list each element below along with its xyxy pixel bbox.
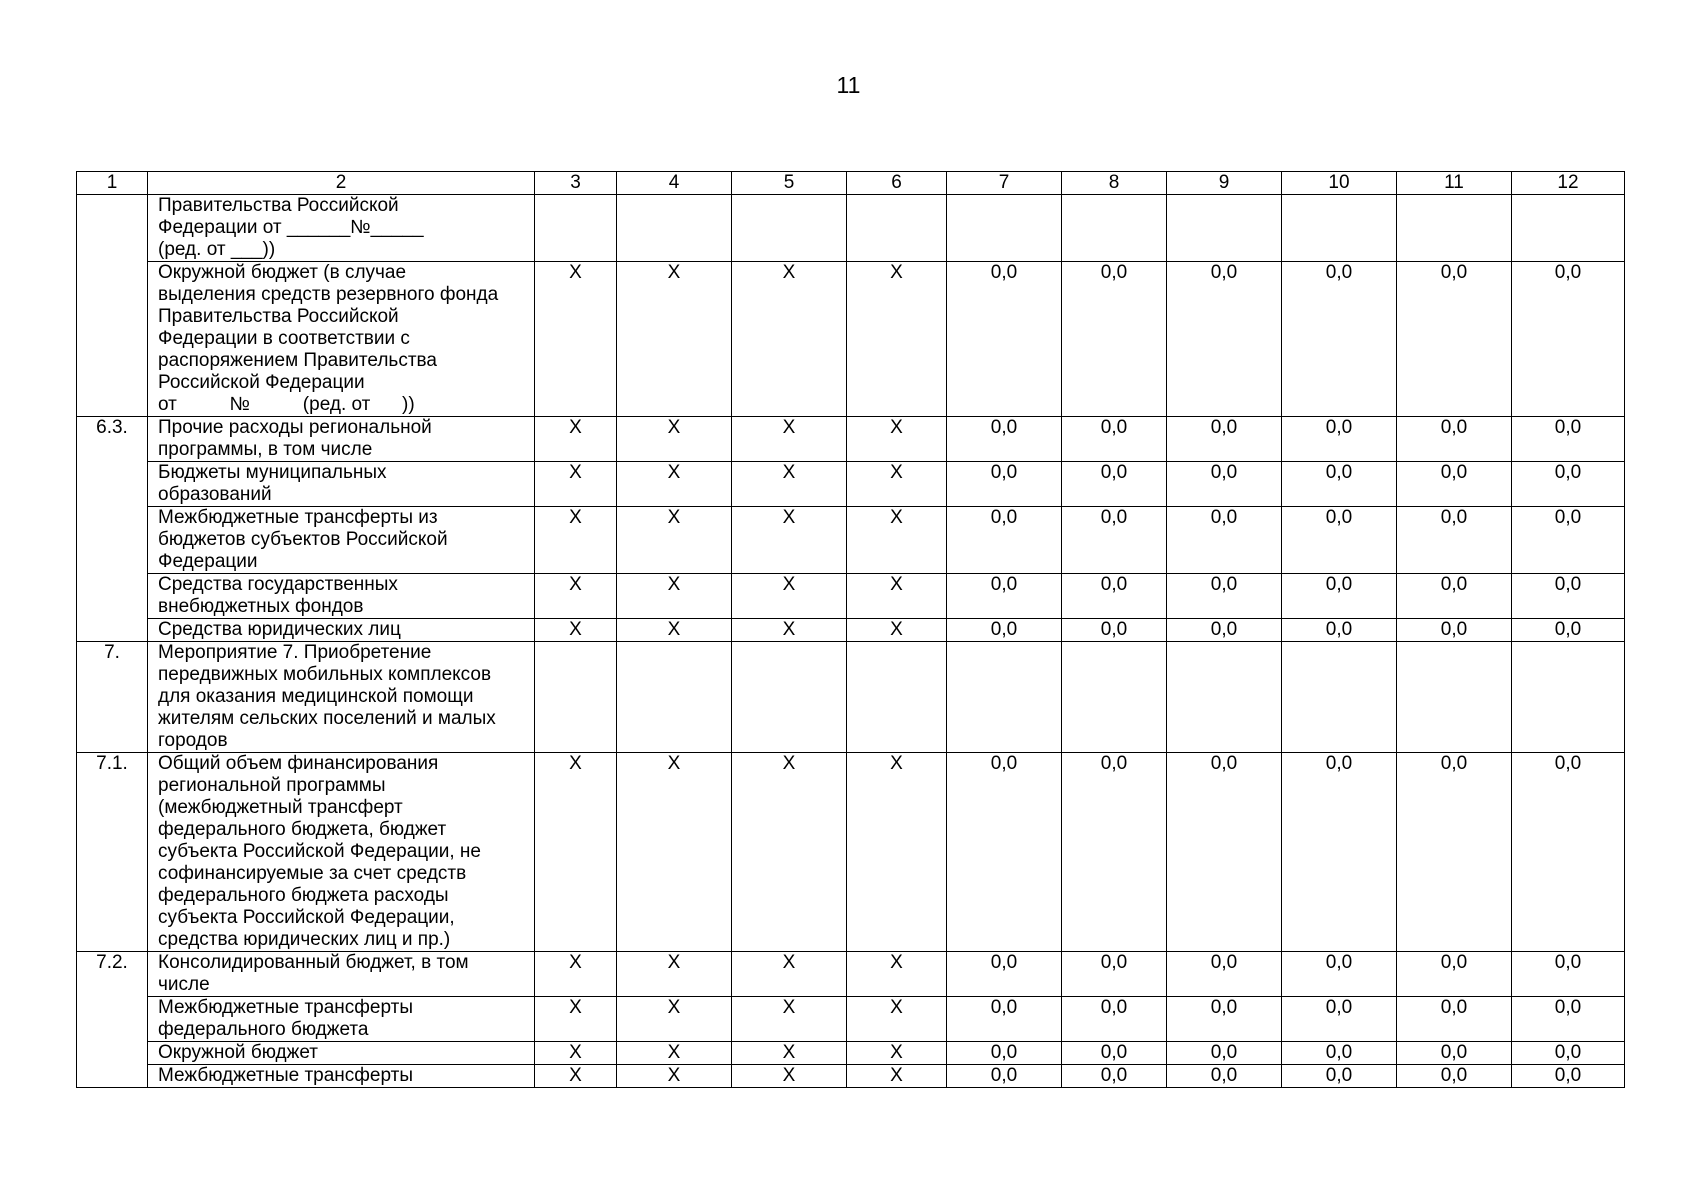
column-header: 5 — [732, 172, 847, 195]
row-number-cell: 7. — [77, 642, 148, 753]
row-description-cell: Правительства Российской Федерации от ______№_____ (ред. от ___)) — [148, 195, 535, 262]
value-cell: X — [847, 1042, 947, 1065]
table-row — [77, 1042, 1625, 1065]
table-row — [77, 262, 1625, 417]
table-body — [77, 172, 1625, 1088]
value-cell: X — [847, 619, 947, 642]
value-cell: X — [732, 1065, 847, 1088]
row-description-cell: Средства государственных внебюджетных фондов — [148, 574, 535, 619]
value-cell: X — [617, 753, 732, 952]
value-cell: X — [732, 952, 847, 997]
value-cell: 0,0 — [947, 619, 1062, 642]
value-cell: X — [732, 507, 847, 574]
value-cell: X — [535, 262, 617, 417]
value-cell — [732, 642, 847, 753]
value-cell: 0,0 — [1397, 952, 1512, 997]
value-cell: 0,0 — [947, 1065, 1062, 1088]
value-cell: 0,0 — [947, 997, 1062, 1042]
value-cell: 0,0 — [1282, 462, 1397, 507]
row-number-cell — [77, 195, 148, 417]
value-cell: 0,0 — [1167, 417, 1282, 462]
column-header: 6 — [847, 172, 947, 195]
row-number-cell: 7.1. — [77, 753, 148, 952]
value-cell: 0,0 — [1167, 1042, 1282, 1065]
table-row — [77, 195, 1625, 262]
table-row — [77, 619, 1625, 642]
value-cell: X — [617, 507, 732, 574]
row-description-cell: Мероприятие 7. Приобретение передвижных мобильных комплексов для оказания медицинской помощи жителям сельских поселений и малых городов — [148, 642, 535, 753]
value-cell: X — [535, 1042, 617, 1065]
column-header: 10 — [1282, 172, 1397, 195]
value-cell: X — [535, 952, 617, 997]
row-description-cell: Окружной бюджет (в случае выделения средств резервного фонда Правительства Российской Федерации в соответствии с распоряжением Правительства Российской Федерации от № (ред. от )) — [148, 262, 535, 417]
value-cell: 0,0 — [1397, 507, 1512, 574]
value-cell — [1397, 195, 1512, 262]
column-header: 4 — [617, 172, 732, 195]
value-cell — [732, 195, 847, 262]
value-cell: 0,0 — [1512, 262, 1625, 417]
value-cell — [1167, 642, 1282, 753]
value-cell: X — [617, 619, 732, 642]
table-row — [77, 642, 1625, 753]
value-cell: 0,0 — [1397, 1065, 1512, 1088]
value-cell: 0,0 — [1167, 262, 1282, 417]
table-row — [77, 574, 1625, 619]
table-row — [77, 753, 1625, 952]
value-cell — [1512, 642, 1625, 753]
value-cell: 0,0 — [1512, 574, 1625, 619]
value-cell — [1167, 195, 1282, 262]
value-cell: X — [535, 753, 617, 952]
value-cell: X — [617, 1042, 732, 1065]
value-cell: 0,0 — [947, 952, 1062, 997]
value-cell: X — [732, 262, 847, 417]
value-cell — [947, 642, 1062, 753]
value-cell: 0,0 — [1282, 574, 1397, 619]
value-cell: 0,0 — [1512, 1065, 1625, 1088]
value-cell: 0,0 — [1512, 952, 1625, 997]
value-cell: X — [732, 574, 847, 619]
value-cell: 0,0 — [1062, 462, 1167, 507]
column-header: 3 — [535, 172, 617, 195]
value-cell: X — [732, 619, 847, 642]
value-cell: 0,0 — [1167, 952, 1282, 997]
value-cell: 0,0 — [1282, 417, 1397, 462]
table-row — [77, 952, 1625, 997]
column-header: 2 — [148, 172, 535, 195]
table-row — [77, 1065, 1625, 1088]
column-header: 12 — [1512, 172, 1625, 195]
row-description-cell: Межбюджетные трансферты — [148, 1065, 535, 1088]
value-cell: 0,0 — [947, 507, 1062, 574]
value-cell: X — [847, 507, 947, 574]
row-description-cell: Прочие расходы региональной программы, в том числе — [148, 417, 535, 462]
value-cell: 0,0 — [1167, 574, 1282, 619]
value-cell: X — [617, 417, 732, 462]
value-cell: X — [732, 1042, 847, 1065]
value-cell: X — [617, 462, 732, 507]
table-row — [77, 417, 1625, 462]
value-cell: 0,0 — [1282, 507, 1397, 574]
value-cell: X — [535, 507, 617, 574]
row-description-cell: Межбюджетные трансферты федерального бюджета — [148, 997, 535, 1042]
row-description-cell: Окружной бюджет — [148, 1042, 535, 1065]
column-header: 11 — [1397, 172, 1512, 195]
value-cell — [1282, 642, 1397, 753]
value-cell: 0,0 — [1512, 1042, 1625, 1065]
value-cell: X — [617, 262, 732, 417]
value-cell: 0,0 — [1512, 619, 1625, 642]
value-cell — [947, 195, 1062, 262]
value-cell — [1512, 195, 1625, 262]
value-cell: 0,0 — [1512, 753, 1625, 952]
value-cell: 0,0 — [1167, 619, 1282, 642]
value-cell: X — [847, 262, 947, 417]
value-cell: 0,0 — [1282, 1042, 1397, 1065]
value-cell: 0,0 — [1167, 997, 1282, 1042]
value-cell — [1062, 195, 1167, 262]
value-cell: X — [617, 997, 732, 1042]
value-cell: 0,0 — [947, 1042, 1062, 1065]
value-cell: X — [535, 1065, 617, 1088]
value-cell: X — [732, 997, 847, 1042]
value-cell: 0,0 — [1062, 1065, 1167, 1088]
column-header: 8 — [1062, 172, 1167, 195]
column-header: 9 — [1167, 172, 1282, 195]
value-cell: 0,0 — [1062, 753, 1167, 952]
value-cell: 0,0 — [947, 753, 1062, 952]
value-cell — [617, 195, 732, 262]
value-cell — [1282, 195, 1397, 262]
value-cell: 0,0 — [1282, 1065, 1397, 1088]
value-cell — [1397, 642, 1512, 753]
value-cell: 0,0 — [1397, 262, 1512, 417]
value-cell: 0,0 — [1062, 507, 1167, 574]
value-cell: X — [847, 1065, 947, 1088]
value-cell: 0,0 — [1282, 997, 1397, 1042]
row-number-cell: 6.3. — [77, 417, 148, 642]
value-cell: X — [847, 417, 947, 462]
value-cell: 0,0 — [1062, 1042, 1167, 1065]
value-cell: X — [732, 753, 847, 952]
value-cell: 0,0 — [1282, 262, 1397, 417]
value-cell: X — [535, 619, 617, 642]
value-cell: 0,0 — [1062, 574, 1167, 619]
row-description-cell: Консолидированный бюджет, в том числе — [148, 952, 535, 997]
row-number-cell: 7.2. — [77, 952, 148, 1088]
value-cell: X — [732, 462, 847, 507]
value-cell: 0,0 — [947, 417, 1062, 462]
value-cell: X — [617, 574, 732, 619]
table-row — [77, 507, 1625, 574]
value-cell — [1062, 642, 1167, 753]
value-cell: 0,0 — [1282, 619, 1397, 642]
value-cell: X — [847, 753, 947, 952]
value-cell: 0,0 — [1397, 1042, 1512, 1065]
page-number: 11 — [836, 72, 861, 98]
value-cell: 0,0 — [1512, 462, 1625, 507]
value-cell: 0,0 — [1397, 574, 1512, 619]
table-row — [77, 997, 1625, 1042]
value-cell: X — [535, 462, 617, 507]
value-cell: 0,0 — [1282, 753, 1397, 952]
value-cell: 0,0 — [1397, 462, 1512, 507]
value-cell: 0,0 — [1167, 1065, 1282, 1088]
value-cell: 0,0 — [1062, 262, 1167, 417]
value-cell: 0,0 — [1062, 417, 1167, 462]
row-description-cell: Средства юридических лиц — [148, 619, 535, 642]
value-cell: 0,0 — [1512, 417, 1625, 462]
value-cell: X — [535, 574, 617, 619]
value-cell: X — [847, 997, 947, 1042]
value-cell: X — [617, 1065, 732, 1088]
value-cell — [535, 195, 617, 262]
budget-table — [76, 171, 1625, 1088]
row-description-cell: Общий объем финансирования региональной программы (межбюджетный трансферт федерального бюджета, бюджет субъекта Российской Федерации, не софинансируемые за счет средств федерального бюджета расходы субъекта Российской Федерации, средства юридических лиц и пр.) — [148, 753, 535, 952]
column-header: 1 — [77, 172, 148, 195]
value-cell: 0,0 — [1167, 753, 1282, 952]
value-cell: 0,0 — [1397, 619, 1512, 642]
value-cell: 0,0 — [1512, 997, 1625, 1042]
value-cell: 0,0 — [1062, 997, 1167, 1042]
value-cell: 0,0 — [1397, 417, 1512, 462]
row-description-cell: Межбюджетные трансферты из бюджетов субъектов Российской Федерации — [148, 507, 535, 574]
value-cell: 0,0 — [1167, 507, 1282, 574]
value-cell: 0,0 — [1512, 507, 1625, 574]
value-cell: X — [847, 952, 947, 997]
value-cell: 0,0 — [1397, 997, 1512, 1042]
row-description-cell: Бюджеты муниципальных образований — [148, 462, 535, 507]
value-cell: X — [847, 574, 947, 619]
value-cell: 0,0 — [947, 574, 1062, 619]
value-cell: 0,0 — [1282, 952, 1397, 997]
value-cell: X — [535, 417, 617, 462]
value-cell — [535, 642, 617, 753]
value-cell: X — [535, 997, 617, 1042]
value-cell: 0,0 — [947, 262, 1062, 417]
table-row — [77, 462, 1625, 507]
header-row — [77, 172, 1625, 195]
value-cell: 0,0 — [1062, 619, 1167, 642]
value-cell — [617, 642, 732, 753]
value-cell: 0,0 — [947, 462, 1062, 507]
value-cell — [847, 195, 947, 262]
value-cell: 0,0 — [1167, 462, 1282, 507]
value-cell — [847, 642, 947, 753]
column-header: 7 — [947, 172, 1062, 195]
value-cell: 0,0 — [1397, 753, 1512, 952]
value-cell: X — [617, 952, 732, 997]
value-cell: X — [732, 417, 847, 462]
value-cell: 0,0 — [1062, 952, 1167, 997]
value-cell: X — [847, 462, 947, 507]
